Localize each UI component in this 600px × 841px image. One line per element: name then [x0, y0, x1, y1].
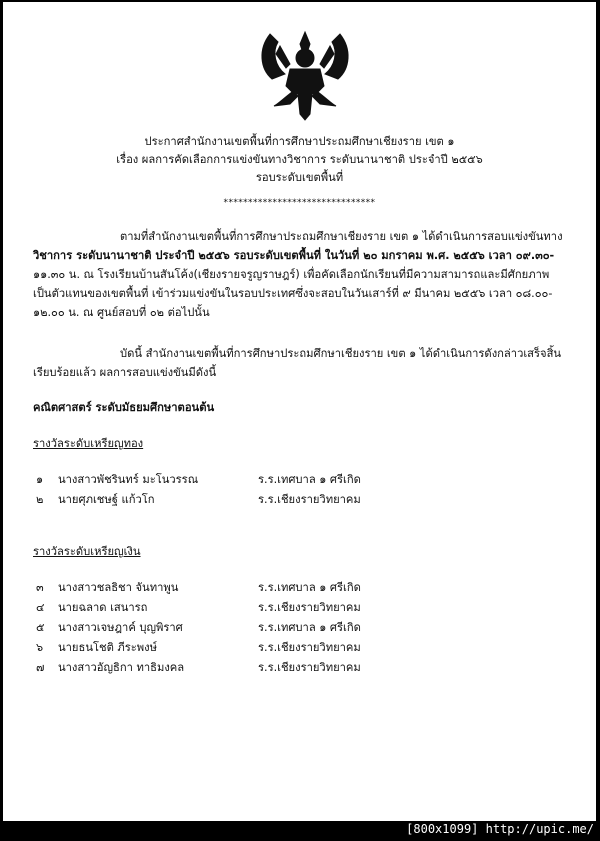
- school-name: ร.ร.เชียงรายวิทยาคม: [258, 661, 361, 674]
- school-name: ร.ร.เทศบาล ๑ ศรีเกิด: [258, 473, 361, 486]
- student-name: นางสาวอัญธิกา ทาธิมงคล: [58, 661, 185, 674]
- student-name: นายธนโชติ ภีระพงษ์: [58, 641, 157, 654]
- award-no: ๖: [36, 641, 44, 654]
- student-name: นายศุภเชษฐ์ แก้วโก: [58, 493, 155, 506]
- silver-award-heading: รางวัลระดับเหรียญเงิน: [33, 545, 141, 558]
- footer-bar: [0, 821, 600, 841]
- document-page: [3, 2, 596, 821]
- award-no: ๑: [36, 473, 44, 486]
- award-no: ๒: [36, 493, 44, 506]
- school-name: ร.ร.เชียงรายวิทยาคม: [258, 493, 361, 506]
- school-name: ร.ร.เชียงรายวิทยาคม: [258, 601, 361, 614]
- student-name: นางสาวชลธิชา จันทาพูน: [58, 581, 179, 594]
- student-name: นางสาวเจษฎาค์ บุญพิราศ: [58, 621, 183, 634]
- announcement-heading: ประกาศสำนักงานเขตพื้นที่การศึกษาประถมศึกษาเชียงราย เขต ๑: [144, 135, 455, 148]
- garuda-emblem-icon: [250, 24, 360, 124]
- school-name: ร.ร.เทศบาล ๑ ศรีเกิด: [258, 581, 361, 594]
- paragraph-2-line-1: บัดนี้ สำนักงานเขตพื้นที่การศึกษาประถมศึกษาเชียงราย เขต ๑ ได้ดำเนินการดังกล่าวเสร็จสิ้น: [120, 347, 562, 360]
- paragraph-2-line-2: เรียบร้อยแล้ว ผลการสอบแข่งขันมีดังนี้: [33, 366, 217, 379]
- paragraph-1-line-2: วิชาการ ระดับนานาชาติ ประจำปี ๒๕๕๖ รอบระดับเขตพื้นที่ ในวันที่ ๒๐ มกราคม พ.ศ. ๒๕๕๖ เวลา ๐๙.๓๐-: [33, 249, 555, 262]
- award-no: ๔: [36, 601, 45, 614]
- gold-award-heading: รางวัลระดับเหรียญทอง: [33, 437, 144, 450]
- award-no: ๕: [36, 621, 45, 634]
- student-name: นางสาวพัชรินทร์ มะโนวรรณ: [58, 473, 199, 486]
- paragraph-1-line-1: ตามที่สำนักงานเขตพื้นที่การศึกษาประถมศึกษาเชียงราย เขต ๑ ได้ดำเนินการสอบแข่งขันทาง: [120, 230, 563, 243]
- award-no: ๓: [36, 581, 44, 594]
- announcement-subject: เรื่อง ผลการคัดเลือกการแข่งขันทางวิชาการ ระดับนานาชาติ ประจำปี ๒๕๕๖: [116, 153, 483, 166]
- school-name: ร.ร.เชียงรายวิทยาคม: [258, 641, 361, 654]
- school-name: ร.ร.เทศบาล ๑ ศรีเกิด: [258, 621, 361, 634]
- student-name: นายฉลาด เสนารถ: [58, 601, 148, 614]
- watermark-text: [800x1099] http://upic.me/: [406, 822, 594, 836]
- announcement-round: รอบระดับเขตพื้นที่: [255, 171, 344, 184]
- paragraph-1-line-3: ๑๑.๓๐ น. ณ โรงเรียนบ้านสันโค้ง(เชียงรายจรูญราษฎร์) เพื่อคัดเลือกนักเรียนที่มีความสามารถและมีศักยภาพ: [33, 268, 550, 281]
- paragraph-1-line-4: เป็นตัวแทนของเขตพื้นที่ เข้าร่วมแข่งขันในรอบประเทศซึ่งจะสอบในวันเสาร์ที่ ๙ มีนาคม ๒๕๕๖ เวลา ๐๘.๐๐-: [33, 287, 553, 300]
- separator: *******************************: [223, 198, 376, 208]
- subject-heading: คณิตศาสตร์ ระดับมัธยมศึกษาตอนต้น: [33, 401, 215, 414]
- paragraph-1-line-5: ๑๒.๐๐ น. ณ ศูนย์สอบที่ ๐๒ ต่อไปนั้น: [33, 306, 210, 319]
- award-no: ๗: [36, 661, 45, 674]
